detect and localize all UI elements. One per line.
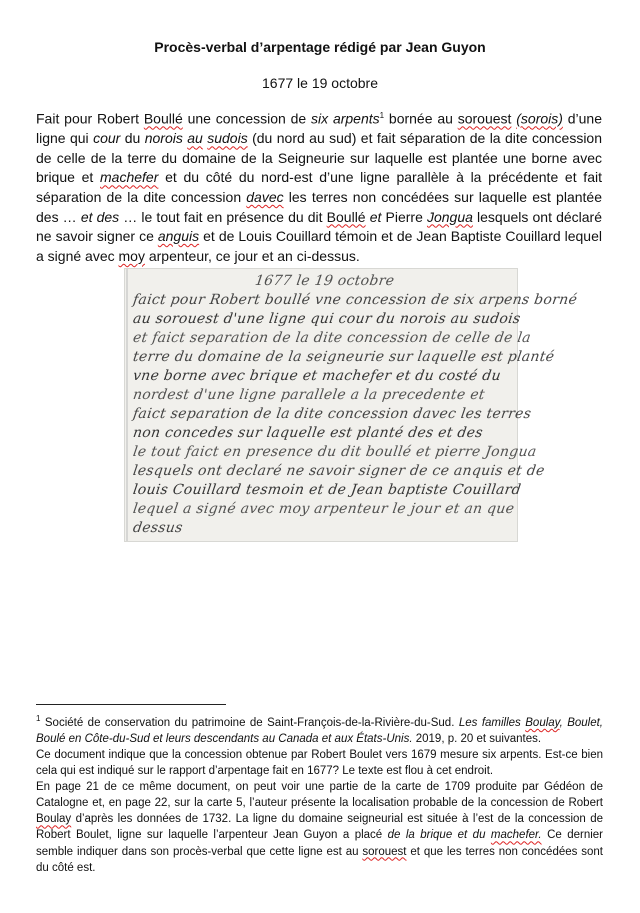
manuscript-line: faict pour Robert boullé vne concession de six arpens borné bbox=[131, 292, 579, 308]
body-paragraph bbox=[36, 106, 602, 266]
text-run: Boullé bbox=[143, 110, 183, 127]
text-run: machefer. bbox=[490, 829, 542, 842]
text-run: Pierre bbox=[381, 208, 427, 225]
text-run: Jongua bbox=[426, 208, 473, 225]
document-date: 1677 le 19 octobre bbox=[262, 75, 378, 91]
footnote bbox=[36, 711, 603, 876]
text-run: Ce document indique que la concession obtenue par Robert Boulet vers 1679 mesure six arpents. Est-ce bien cela qui est indiqué sur le rapport d’arpentage fait en 1677? Le texte est flou à cet endroit. bbox=[36, 749, 603, 778]
text-run: Les familles bbox=[458, 716, 526, 729]
manuscript-line: faict separation de la dite concession davec les terres bbox=[131, 406, 533, 422]
text-run: En page 21 de ce même document, on peut voir une partie de la carte de 1709 produite par Gédéon de Catalogne et, en page 22, sur la carte 5, l’auteur présente la localisation probable de la concession de Robert bbox=[36, 781, 603, 810]
text-run: … le tout fait en présence du dit bbox=[119, 208, 327, 225]
text-run: davec bbox=[246, 189, 284, 206]
text-run: machefer bbox=[100, 169, 159, 186]
text-run: anguis bbox=[157, 228, 200, 245]
manuscript-line: vne borne avec brique et machefer et du costé du bbox=[131, 368, 503, 384]
text-run: Société de conservation du patrimoine de Saint-François-de-la-Rivière-du-Sud. bbox=[40, 716, 459, 729]
manuscript-line: nordest d'une ligne parallele a la precedente et bbox=[131, 387, 486, 403]
footnote-paragraph-2 bbox=[36, 747, 603, 779]
manuscript-line: 1677 le 19 octobre bbox=[253, 273, 396, 289]
text-run: norois bbox=[144, 130, 183, 147]
text-run: moy bbox=[118, 247, 145, 264]
text-run: sudois bbox=[207, 130, 248, 147]
text-run: et que les terres non concédées sont du côté est. bbox=[36, 845, 603, 874]
manuscript-line: terre du domaine de la seigneurie sur laquelle est planté bbox=[131, 349, 556, 365]
text-run: et des bbox=[80, 208, 120, 225]
manuscript-line: dessus bbox=[131, 520, 184, 536]
text-run: Ce dernier semble indiquer dans son procès-verbal que cette ligne est au bbox=[36, 829, 604, 858]
text-run: (du nord au sud) et fait séparation de la dite concession de celle de la terre du domaine de la Seigneurie sur laquelle est plantée une borne avec brique et bbox=[36, 130, 603, 186]
document-title: Procès-verbal d’arpentage rédigé par Jean Guyon bbox=[154, 39, 486, 55]
text-run: d’une ligne qui bbox=[36, 110, 602, 147]
manuscript-line: et faict separation de la dite concession de celle de la bbox=[131, 330, 532, 346]
text-run: bornée au bbox=[384, 110, 458, 127]
text-run: une concession de bbox=[182, 110, 312, 127]
text-run: et du côté du nord-est d’une ligne parallèle à la précédente et fait séparation de la dite concession bbox=[36, 169, 602, 206]
text-run: arpenteur, ce jour et an ci-dessus. bbox=[144, 247, 360, 264]
manuscript-line: lequel a signé avec moy arpenteur le jour et an que bbox=[131, 501, 516, 517]
text-run: , Boulet, Boulé en Côte-du-Sud et leurs descendants au Canada et aux États-Unis. bbox=[36, 716, 603, 745]
manuscript-image bbox=[124, 268, 579, 542]
text-run: Boullé bbox=[326, 208, 366, 225]
text-run: et bbox=[369, 208, 382, 225]
text-run: Fait pour Robert bbox=[36, 110, 144, 127]
text-run: cour bbox=[93, 130, 121, 147]
text-run: du bbox=[120, 130, 145, 147]
text-run: (sorois) bbox=[516, 110, 563, 127]
footnote-rule bbox=[36, 704, 226, 705]
footnote-paragraph-3 bbox=[36, 779, 603, 876]
footnote-paragraph-1 bbox=[36, 711, 603, 747]
footnote-ref: 1 bbox=[379, 111, 385, 120]
text-run: sorouest bbox=[362, 845, 407, 858]
text-run: lesquels ont déclaré ne savoir signer ce bbox=[36, 208, 603, 245]
text-run: Boulay bbox=[525, 716, 560, 729]
manuscript-line: au sorouest d'une ligne qui cour du norois au sudois bbox=[131, 311, 522, 327]
manuscript-line: lesquels ont declaré ne savoir signer de ce anquis et de bbox=[131, 463, 546, 479]
manuscript-line: louis Couillard tesmoin et de Jean baptiste Couillard bbox=[131, 482, 523, 498]
text-run: Boulay bbox=[36, 813, 72, 826]
text-run: sorouest bbox=[457, 110, 512, 127]
text-run: d’après les données de 1732. La ligne du domaine seigneurial est située à l’est de la concession de Robert Boulet, ligne sur laquelle l’arpenteur Jean Guyon a placé bbox=[36, 813, 603, 842]
text-run: six arpents bbox=[311, 110, 380, 127]
footnote-ref: 1 bbox=[36, 714, 41, 723]
manuscript-line: le tout faict en presence du dit boullé et pierre Jongua bbox=[131, 444, 538, 460]
manuscript-line: non concedes sur laquelle est planté des et des bbox=[131, 425, 484, 441]
text-run: les terres non concédées sur laquelle est plantée des … bbox=[36, 189, 602, 225]
text-run: et de Louis Couillard témoin et de Jean Baptiste Couillard lequel a signé avec bbox=[36, 228, 602, 264]
text-run: de la brique et du bbox=[387, 829, 491, 842]
text-run: au bbox=[187, 130, 203, 147]
text-run: 2019, p. 20 et suivantes. bbox=[412, 732, 542, 745]
